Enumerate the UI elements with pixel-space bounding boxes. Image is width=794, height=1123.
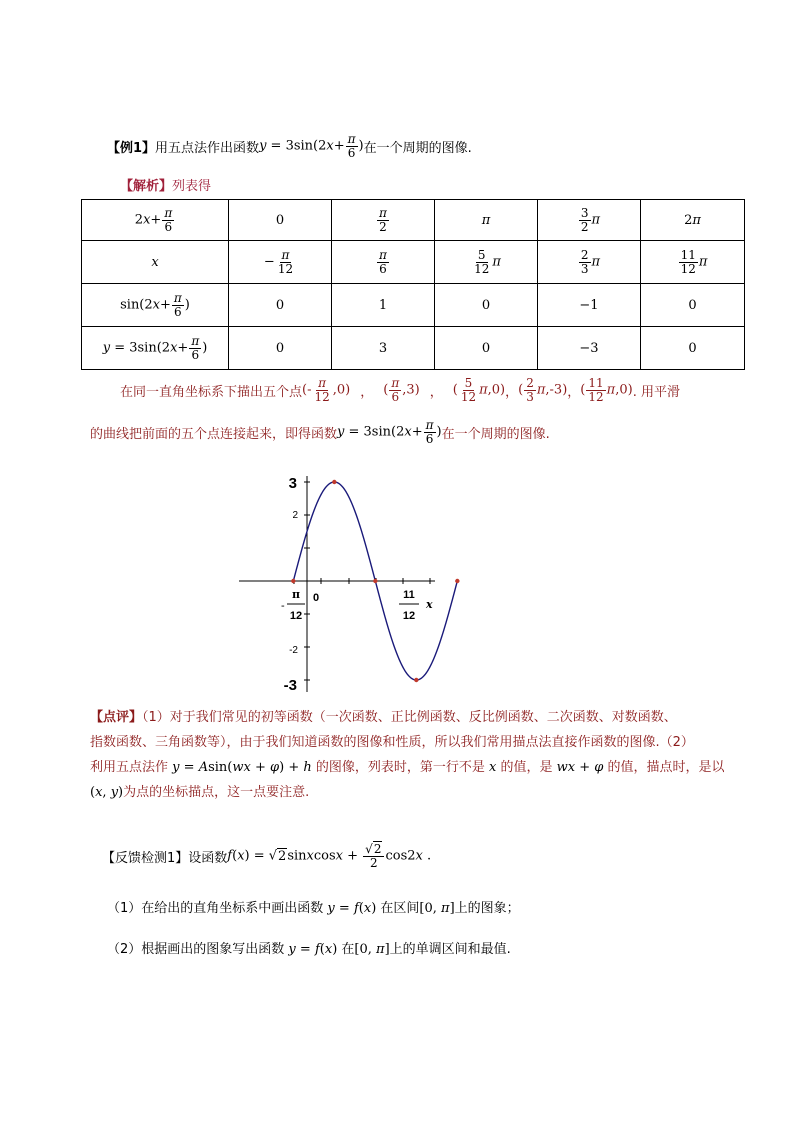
feedback-line (102, 838, 431, 874)
points-line2-after: 在一个周期的图像. (441, 426, 550, 442)
point-3: ( $\frac{5}{12}$ π,0) (452, 375, 506, 404)
table-cell: −3 (538, 327, 641, 370)
key-point (332, 480, 336, 484)
comment-text-3a: 利用五点法作 (90, 760, 169, 775)
var-x: x (489, 760, 497, 775)
q1-text-c: 上的图象； (454, 901, 520, 916)
points-line (120, 370, 680, 410)
y-label-2: 2 (292, 510, 298, 521)
q2-text-b: 在 (341, 942, 355, 957)
general-formula: y = Asin(wx + φ) + h (172, 760, 312, 775)
question-2 (107, 938, 511, 957)
table-row (82, 284, 745, 327)
comment-paragraph (90, 705, 750, 805)
feedback-tag: 【反馈检测1】 (102, 850, 189, 866)
comment-text-4: 为点的坐标描点，这一点要注意. (123, 785, 310, 800)
y-label-3: 3 (288, 475, 297, 492)
q2-text-a: （2）根据画出的图象写出函数 (107, 942, 285, 957)
row-header: x (82, 241, 229, 284)
point-expr: (x, y) (90, 785, 124, 800)
value-table (81, 199, 745, 370)
analysis-tag: 【解析】 (120, 179, 173, 194)
comment-text-3b: 的图像，列表时，第一行不是 (315, 760, 485, 775)
row-header: 2x+ $\frac{\pi}{6}$ (82, 200, 229, 241)
example-tag: 【例1】 (107, 140, 156, 156)
row-header: y = 3sin(2x+ $\frac{\pi}{6}$ ) (82, 327, 229, 370)
phase-expr: wx + φ (556, 760, 604, 775)
table-row (82, 241, 745, 284)
table-cell: $\frac{11}{12}$ π (641, 241, 745, 284)
comment-text-1: （1）对于我们常见的初等函数（一次函数、正比例函数、反比例函数、二次函数、对数函数、 (142, 710, 677, 725)
example-text-before: 用五点法作出函数 (155, 140, 260, 156)
right-label-den: 12 (402, 610, 416, 622)
table-cell: $\frac{5}{12}$ π (435, 241, 538, 284)
q2-text-c: 上的单调区间和最值. (389, 942, 511, 957)
y-label-neg2: -2 (289, 645, 298, 656)
points-line-2 (90, 412, 550, 452)
separator: ， (505, 384, 519, 400)
point-5: ( $\frac{11}{12}$ π,0) (580, 375, 633, 404)
point-2: ( $\frac{\pi}{6}$ ,3) (383, 375, 420, 404)
q1-interval: [0, π] (419, 901, 455, 916)
analysis-line (120, 175, 211, 194)
row-header: sin(2x+ $\frac{\pi}{6}$ ) (82, 284, 229, 327)
y-label-neg3: -3 (283, 677, 297, 694)
key-point (373, 579, 377, 583)
table-cell: 0 (229, 200, 332, 241)
q2-interval: [0, π] (354, 942, 390, 957)
table-cell: 0 (435, 327, 538, 370)
points-line2-before: 的曲线把前面的五个点连接起来，即得函数 (90, 426, 338, 442)
q1-text-a: （1）在给出的直角坐标系中画出函数 (107, 901, 324, 916)
table-row (82, 327, 745, 370)
q1-text-b: 在区间 (380, 901, 420, 916)
table-cell: 0 (435, 284, 538, 327)
table-cell: $\frac{\pi}{6}$ (332, 241, 435, 284)
points-text-after: . 用平滑 (632, 384, 680, 400)
table-cell: 0 (229, 327, 332, 370)
function-formula: y = 3sin(2x+ $\frac{\pi}{6}$ ) (337, 417, 442, 446)
table-cell: 1 (332, 284, 435, 327)
origin-label: 0 (313, 592, 320, 604)
left-label-sign: - (281, 600, 285, 612)
right-label-num: 11 (403, 589, 415, 601)
point-1: (- $\frac{\pi}{12}$ ,0) (302, 375, 351, 404)
table-cell: 0 (641, 284, 745, 327)
key-point (414, 678, 418, 682)
separator: ， (567, 384, 581, 400)
left-label-den: 12 (289, 610, 303, 622)
table-cell: 0 (229, 284, 332, 327)
table-cell: π (435, 200, 538, 241)
x-axis-label: x (426, 598, 433, 611)
table-cell: −1 (538, 284, 641, 327)
left-label-num: π (291, 588, 301, 601)
question-1 (107, 897, 520, 916)
table-cell: 3 (332, 327, 435, 370)
comment-line-1 (90, 705, 750, 730)
table-cell: $\frac{\pi}{2}$ (332, 200, 435, 241)
example-formula: y = 3sin(2x+ $\frac{\pi}{6}$ ) (259, 131, 364, 160)
points-text-before: 在同一直角坐标系下描出五个点 (120, 384, 303, 400)
comment-line-4 (90, 780, 750, 805)
table-cell: 0 (641, 327, 745, 370)
comment-tag: 【点评】 (90, 710, 143, 725)
separator: ， (360, 384, 374, 400)
table-cell: − $\frac{\pi}{12}$ (229, 241, 332, 284)
feedback-formula: f(x) = √2sinxcosx + $\frac{√2}{2}$ cos2x . (227, 841, 432, 870)
key-point (291, 579, 295, 583)
table-row (82, 200, 745, 241)
feedback-text: 设函数 (188, 850, 228, 866)
example-line (107, 127, 472, 165)
table-cell: 2π (641, 200, 745, 241)
comment-line-2: 指数函数、三角函数等），由于我们知道函数的图像和性质，所以我们常用描点法直接作函数的图像.（2） (90, 735, 694, 750)
key-point (455, 579, 459, 583)
table-cell: $\frac{2}{3}$ π (538, 241, 641, 284)
analysis-text: 列表得 (172, 179, 212, 194)
point-4: ( $\frac{2}{3}$ π,-3) (518, 375, 568, 404)
comment-line-3 (90, 755, 750, 780)
q1-func: y = f(x) (327, 901, 377, 916)
table-cell: $\frac{3}{2}$ π (538, 200, 641, 241)
comment-text-3d: 的值，描点时，是以 (607, 760, 725, 775)
q2-func: y = f(x) (288, 942, 338, 957)
sine-graph (235, 470, 445, 700)
comment-text-3c: 的值，是 (500, 760, 553, 775)
separator: ， (429, 384, 443, 400)
example-text-after: 在一个周期的图像. (363, 140, 472, 156)
